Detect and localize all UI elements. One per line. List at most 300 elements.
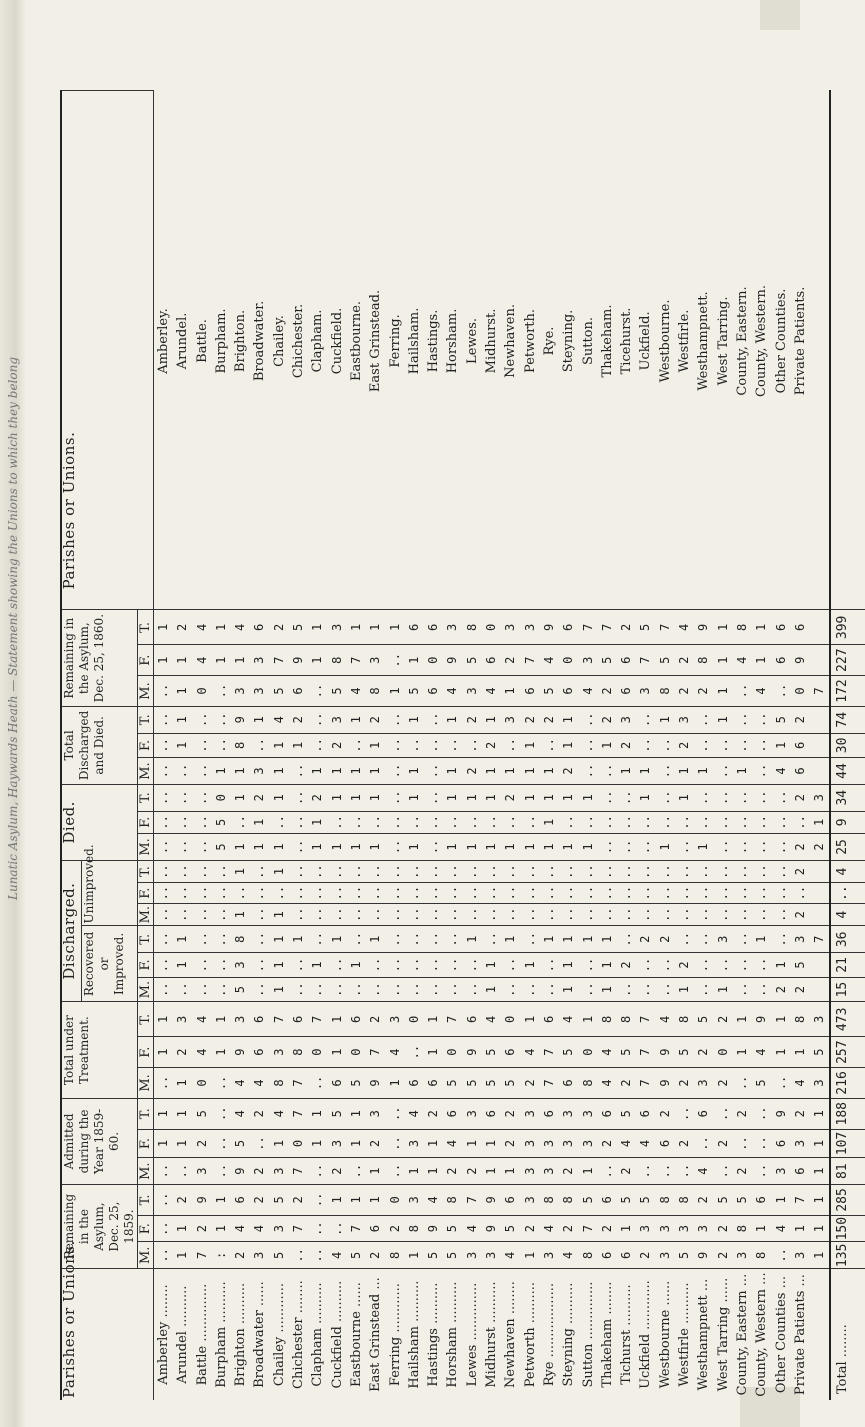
- table-cell: 4: [541, 656, 556, 664]
- table-cell: 1: [406, 794, 421, 802]
- total-rem59-m: 135: [830, 1242, 865, 1269]
- table-cell: ..: [156, 907, 170, 922]
- table-cell: ..: [541, 907, 556, 922]
- parish-name: Hailsham.: [406, 307, 422, 375]
- table-cell: 3: [792, 935, 807, 943]
- table-cell: ..: [175, 982, 190, 997]
- table-cell: ..: [734, 738, 749, 753]
- table-cell: ..: [175, 885, 190, 901]
- table-cell: ..: [599, 864, 614, 879]
- table-cell: 1: [252, 818, 267, 826]
- table-cell: 1: [426, 1048, 441, 1056]
- parish-name: Arundel.: [175, 312, 191, 370]
- table-cell: 1: [406, 1167, 421, 1175]
- table-cell: 7: [812, 687, 827, 695]
- table-cell: 4: [773, 767, 788, 775]
- parish-name: Burpham.: [213, 308, 229, 374]
- table-cell: 6: [792, 741, 807, 750]
- table-cell: 1: [233, 843, 248, 851]
- table-cell: 0: [484, 623, 499, 631]
- table-cell: 1: [734, 767, 749, 775]
- table-cell: 1: [812, 1167, 827, 1175]
- table-cell: 6: [599, 1110, 614, 1118]
- table-cell: ..: [715, 885, 730, 901]
- table-cell: 5: [619, 1110, 634, 1118]
- table-cell: ..: [561, 864, 576, 879]
- table-cell: ..: [387, 815, 402, 830]
- table-cell: 1: [406, 716, 421, 724]
- table-cell: 3: [638, 1225, 653, 1233]
- table-cell: 3: [233, 961, 248, 969]
- table-cell: 1: [348, 1139, 363, 1148]
- table-cell: 2: [715, 1225, 730, 1233]
- table-cell: 1: [638, 767, 653, 775]
- table-cell: 1: [445, 767, 460, 775]
- sex-header-f: F.: [138, 1215, 154, 1242]
- table-cell: 4: [233, 623, 248, 631]
- table-cell: 3: [677, 716, 692, 724]
- table-cell: 3: [638, 687, 653, 695]
- table-cell: 1: [310, 656, 325, 664]
- table-cell: ..: [657, 957, 672, 973]
- table-cell: ..: [734, 815, 749, 830]
- table-cell: ..: [754, 907, 769, 922]
- table-cell: 7: [271, 656, 286, 664]
- table-cell: ..: [599, 1163, 614, 1179]
- page-corner-top: [760, 0, 800, 30]
- table-cell: 4: [271, 1110, 286, 1118]
- table-cell: 3: [175, 1015, 190, 1023]
- table-cell: 2: [464, 767, 479, 775]
- table-cell: ..: [445, 864, 460, 879]
- table-cell: 7: [638, 1079, 653, 1087]
- table-cell: ..: [445, 885, 460, 901]
- table-cell: 1: [677, 794, 692, 802]
- table-cell: 1: [310, 623, 325, 631]
- table-cell: 6: [792, 623, 807, 631]
- table-cell: ..: [773, 907, 788, 922]
- table-cell: 1: [812, 1196, 827, 1204]
- table-cell: 5: [445, 1079, 460, 1087]
- table-cell: ..: [696, 907, 711, 922]
- table-cell: 2: [677, 961, 692, 969]
- header-unimproved: Unimproved.: [81, 860, 137, 926]
- table-cell: ..: [599, 790, 614, 805]
- table-cell: 1: [406, 1251, 421, 1259]
- table-cell: 2: [773, 985, 788, 994]
- table-cell: 3: [657, 1225, 672, 1233]
- table-cell: 5: [213, 843, 228, 851]
- table-cell: 5: [638, 623, 653, 631]
- parish-name: Clapham ..........: [310, 1282, 326, 1387]
- table-cell: 1: [503, 935, 518, 943]
- parish-name: Rye.: [541, 326, 557, 356]
- table-cell: 1: [561, 794, 576, 802]
- parish-name: West Tarring ......: [715, 1277, 731, 1392]
- table-cell: ..: [213, 1075, 228, 1091]
- table-cell: 1: [348, 961, 363, 969]
- table-cell: ..: [715, 1163, 730, 1179]
- table-cell: 0: [561, 656, 576, 664]
- table-cell: ..: [387, 982, 402, 997]
- table-cell: 3: [561, 1110, 576, 1118]
- table-cell: 1: [677, 767, 692, 775]
- table-cell: 3: [233, 1015, 248, 1023]
- table-cell: 1: [580, 1015, 595, 1023]
- table-cell: ..: [175, 815, 190, 830]
- table-cell: ..: [715, 839, 730, 855]
- table-cell: 1: [773, 1015, 788, 1023]
- table-cell: 9: [426, 1225, 441, 1233]
- table-cell: 1: [271, 741, 286, 750]
- table-cell: 2: [522, 1079, 537, 1087]
- table-cell: ..: [619, 982, 634, 997]
- table-cell: 2: [252, 1167, 267, 1175]
- table-cell: 2: [792, 985, 807, 994]
- table-cell: 8: [291, 1048, 306, 1056]
- table-cell: ..: [156, 885, 170, 901]
- table-cell: ..: [715, 1106, 730, 1121]
- table-cell: 4: [696, 1167, 711, 1175]
- table-cell: 1: [387, 687, 402, 695]
- table-cell: ..: [754, 815, 769, 830]
- table-cell: 6: [561, 1079, 576, 1087]
- parish-name: Chichester ........: [291, 1280, 307, 1389]
- total-tot-t: 473: [830, 1002, 865, 1037]
- table-cell: ..: [426, 815, 441, 830]
- table-cell: 3: [657, 1251, 672, 1259]
- parish-name: Chailey ............: [271, 1283, 287, 1387]
- table-cell: ..: [252, 864, 267, 879]
- table-cell: ..: [426, 982, 441, 997]
- table-cell: 4: [754, 687, 769, 695]
- parish-name: Uckfield.: [638, 311, 654, 371]
- table-cell: 2: [619, 961, 634, 969]
- table-cell: ..: [734, 957, 749, 973]
- table-cell: 7: [580, 1225, 595, 1233]
- sex-header-t: T.: [138, 784, 154, 811]
- table-cell: 0: [715, 1048, 730, 1056]
- table-cell: 1: [484, 716, 499, 724]
- table-cell: ..: [522, 932, 537, 947]
- table-cell: ..: [291, 763, 306, 779]
- parish-name: Westfirle.: [677, 309, 693, 373]
- table-cell: ..: [291, 864, 306, 879]
- total-spacer: [830, 91, 865, 610]
- table-cell: 2: [503, 1110, 518, 1118]
- table-cell: ..: [329, 907, 344, 922]
- table-cell: 5: [619, 1048, 634, 1056]
- table-cell: 1: [233, 767, 248, 775]
- table-cell: 1: [812, 1225, 827, 1233]
- header-parishes-right: Parishes or Unions.: [61, 91, 154, 610]
- table-cell: 2: [310, 794, 325, 802]
- parish-name: Ferring ............: [387, 1283, 403, 1387]
- table-cell: ..: [734, 907, 749, 922]
- table-cell: 1: [484, 1167, 499, 1175]
- table-cell: 4: [233, 1079, 248, 1087]
- parish-name: Petworth.: [522, 308, 538, 373]
- table-cell: ..: [310, 907, 325, 922]
- table-cell: ..: [156, 738, 170, 753]
- total-rem60-t: 399: [830, 610, 865, 645]
- table-cell: 5: [464, 1079, 479, 1087]
- table-cell: 7: [522, 656, 537, 664]
- table-cell: 1: [406, 656, 421, 664]
- parish-name: Tichurst ..........: [619, 1284, 635, 1385]
- table-cell: 1: [484, 985, 499, 994]
- table-cell: 5: [773, 716, 788, 724]
- table-cell: 1: [252, 716, 267, 724]
- table-cell: 7: [310, 1015, 325, 1023]
- table-cell: 1: [387, 1079, 402, 1087]
- parish-name: Brighton ..........: [233, 1282, 249, 1387]
- table-cell: ..: [754, 712, 769, 727]
- table-cell: 6: [792, 1167, 807, 1175]
- table-cell: ..: [426, 839, 441, 855]
- table-cell: ..: [387, 738, 402, 753]
- table-cell: ..: [696, 815, 711, 830]
- table-cell: 0: [792, 687, 807, 695]
- table-cell: 6: [252, 623, 267, 631]
- table-cell: ..: [773, 1075, 788, 1091]
- table-cell: 1: [348, 767, 363, 775]
- table-cell: 5: [696, 1015, 711, 1023]
- table-cell: ..: [773, 790, 788, 805]
- sex-header-f: F.: [138, 733, 154, 758]
- table-cell: 9: [368, 1079, 383, 1087]
- table-cell: 1: [561, 716, 576, 724]
- table-cell: 1: [310, 961, 325, 969]
- table-cell: ..: [291, 907, 306, 922]
- table-cell: 5: [619, 1196, 634, 1204]
- table-cell: 8: [599, 1015, 614, 1023]
- col-died-m: [154, 834, 831, 861]
- col-died-t: [154, 784, 831, 811]
- table-cell: 1: [156, 1048, 170, 1056]
- table-cell: ..: [619, 932, 634, 947]
- table-cell: ..: [792, 815, 807, 830]
- table-cell: ..: [541, 864, 556, 879]
- col-tdd-t: [154, 706, 831, 733]
- table-cell: 2: [715, 1139, 730, 1148]
- total-tot-f: 257: [830, 1037, 865, 1068]
- table-cell: 1: [175, 1110, 190, 1118]
- table-cell: ..: [291, 839, 306, 855]
- table-cell: ..: [445, 738, 460, 753]
- parish-name: Horsham ..........: [445, 1281, 461, 1388]
- table-cell: ..: [522, 864, 537, 879]
- col-rem59-m: [154, 1242, 831, 1269]
- sex-header-f: F.: [138, 1037, 154, 1068]
- table-cell: 3: [329, 1139, 344, 1148]
- table-cell: ..: [156, 712, 170, 727]
- running-header: Lunatic Asylum, Haywards Heath — Statement showing the Unions to which they belong: [6, 356, 20, 900]
- table-cell: 4: [484, 687, 499, 695]
- col-un-m: [154, 903, 831, 926]
- table-cell: 1: [271, 794, 286, 802]
- table-cell: ..: [580, 957, 595, 973]
- table-cell: 6: [426, 687, 441, 695]
- table-cell: 1: [599, 935, 614, 943]
- table-cell: ..: [657, 815, 672, 830]
- table-cell: ..: [291, 815, 306, 830]
- table-cell: 6: [368, 1225, 383, 1233]
- table-cell: 7: [291, 1079, 306, 1087]
- table-cell: 1: [464, 1139, 479, 1148]
- table-cell: ..: [677, 1106, 692, 1121]
- table-cell: ..: [194, 957, 209, 973]
- table-cell: 5: [561, 1048, 576, 1056]
- table-cell: ..: [310, 885, 325, 901]
- table-cell: 1: [522, 1015, 537, 1023]
- table-cell: ..: [484, 815, 499, 830]
- table-cell: 1: [213, 1048, 228, 1056]
- table-cell: 1: [561, 935, 576, 943]
- table-cell: ..: [734, 982, 749, 997]
- parish-name: Westfirle ..........: [677, 1282, 693, 1387]
- table-cell: 1: [329, 1048, 344, 1056]
- col-rem60-f: [154, 645, 831, 676]
- table-cell: 1: [387, 623, 402, 631]
- table-cell: 7: [194, 1251, 209, 1259]
- table-cell: 5: [464, 656, 479, 664]
- table-cell: ..: [213, 1163, 228, 1179]
- table-cell: ..: [599, 885, 614, 901]
- header-total-treatment: Total under Treatment.: [61, 1002, 138, 1098]
- parish-name: Battle.: [194, 319, 210, 363]
- table-cell: 1: [715, 687, 730, 695]
- table-cell: 1: [310, 843, 325, 851]
- table-cell: 4: [233, 1110, 248, 1118]
- table-cell: 5: [348, 1251, 363, 1259]
- table-cell: 1: [368, 1167, 383, 1175]
- table-cell: ..: [445, 982, 460, 997]
- total-rec-t: 36: [830, 926, 865, 953]
- table-cell: 8: [734, 623, 749, 631]
- table-cell: 1: [156, 1139, 170, 1148]
- table-cell: 1: [271, 911, 286, 919]
- table-cell: 3: [715, 935, 730, 943]
- table-cell: 3: [792, 1251, 807, 1259]
- table-cell: ..: [252, 885, 267, 901]
- table-cell: ..: [599, 907, 614, 922]
- table-cell: ..: [580, 763, 595, 779]
- body-row: [154, 91, 831, 1401]
- parish-name: Amberley ........: [156, 1284, 171, 1385]
- table-cell: 2: [792, 867, 807, 876]
- table-cell: ..: [773, 683, 788, 699]
- table-cell: ..: [348, 1163, 363, 1179]
- table-cell: ..: [348, 982, 363, 997]
- table-cell: 1: [792, 1225, 807, 1233]
- table-cell: ..: [387, 1106, 402, 1121]
- table-cell: 1: [233, 794, 248, 802]
- table-cell: 1: [348, 1110, 363, 1118]
- table-cell: ..: [484, 864, 499, 879]
- table-cell: 6: [792, 767, 807, 775]
- table-cell: 1: [156, 1015, 170, 1023]
- table-cell: 0: [406, 1015, 421, 1023]
- table-cell: ..: [657, 763, 672, 779]
- table-cell: 1: [812, 1139, 827, 1148]
- table-cell: 1: [638, 794, 653, 802]
- table-cell: 2: [291, 1196, 306, 1204]
- table-cell: 7: [792, 1196, 807, 1204]
- table-cell: 2: [599, 716, 614, 724]
- table-cell: ..: [368, 907, 383, 922]
- table-cell: 8: [445, 1196, 460, 1204]
- table-cell: 2: [792, 911, 807, 919]
- parish-name: West Tarring.: [715, 296, 731, 386]
- table-cell: ..: [368, 864, 383, 879]
- table-cell: ..: [715, 738, 730, 753]
- table-cell: 6: [773, 656, 788, 664]
- table-cell: ..: [252, 932, 267, 947]
- table-cell: 1: [541, 794, 556, 802]
- table-cell: 2: [696, 1196, 711, 1204]
- table-cell: 5: [406, 687, 421, 695]
- total-died-t: 34: [830, 784, 865, 811]
- table-cell: 4: [484, 1015, 499, 1023]
- sex-header-m: M.: [138, 903, 154, 926]
- table-cell: ..: [156, 815, 170, 830]
- table-cell: 1: [561, 985, 576, 994]
- table-cell: ..: [194, 907, 209, 922]
- table-cell: 3: [503, 716, 518, 724]
- table-cell: 2: [734, 1110, 749, 1118]
- table-cell: 4: [657, 1015, 672, 1023]
- table-cell: 1: [271, 935, 286, 943]
- table-cell: 3: [561, 1139, 576, 1148]
- header-total-discharged-died: Total Discharged and Died.: [61, 706, 138, 784]
- table-cell: 1: [484, 1139, 499, 1148]
- table-cell: ..: [252, 982, 267, 997]
- table-cell: 1: [271, 843, 286, 851]
- table-cell: 1: [175, 656, 190, 664]
- table-cell: 4: [754, 1048, 769, 1056]
- table-cell: 4: [503, 1251, 518, 1259]
- table-cell: 1: [233, 656, 248, 664]
- table-cell: ..: [310, 1075, 325, 1091]
- table-cell: 5: [445, 1225, 460, 1233]
- table-cell: 1: [484, 767, 499, 775]
- sex-header-t: T.: [138, 1002, 154, 1037]
- table-cell: 2: [329, 1167, 344, 1175]
- table-cell: ..: [677, 839, 692, 855]
- table-cell: ..: [657, 1163, 672, 1179]
- table-cell: 2: [426, 1110, 441, 1118]
- table-cell: ..: [348, 907, 363, 922]
- table-cell: 6: [291, 687, 306, 695]
- table-cell: 4: [445, 1139, 460, 1148]
- sex-header-t: T.: [138, 926, 154, 953]
- table-cell: ..: [271, 815, 286, 830]
- table-cell: 5: [677, 1048, 692, 1056]
- total-tdd-m: 44: [830, 758, 865, 785]
- table-cell: 2: [677, 687, 692, 695]
- table-cell: ..: [580, 738, 595, 753]
- table-cell: 9: [484, 1196, 499, 1204]
- table-cell: 6: [696, 1110, 711, 1118]
- table-cell: 2: [792, 1110, 807, 1118]
- table-cell: ..: [734, 932, 749, 947]
- table-cell: 4: [194, 1015, 209, 1023]
- table-cell: ..: [252, 957, 267, 973]
- table-cell: 3: [252, 687, 267, 695]
- table-cell: 1: [329, 1015, 344, 1023]
- table-cell: ..: [638, 864, 653, 879]
